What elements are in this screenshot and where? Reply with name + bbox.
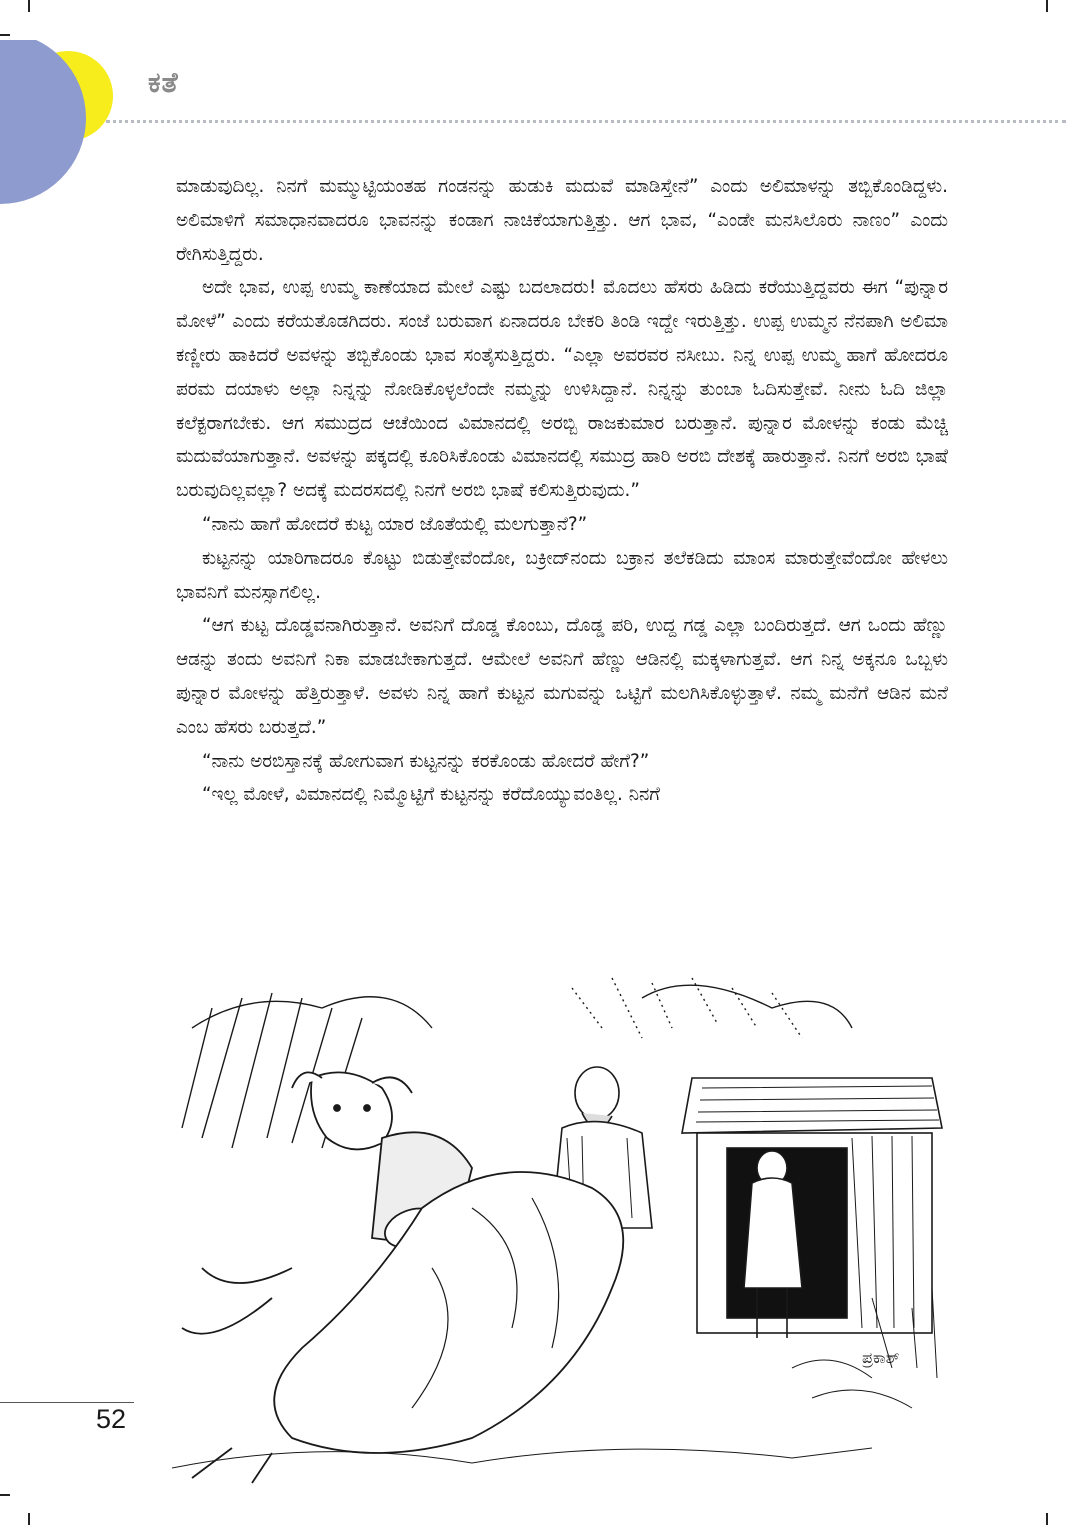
story-paragraph: “ನಾನು ಹಾಗೆ ಹೋದರೆ ಕುಟ್ಟ ಯಾರ ಜೊತೆಯಲ್ಲಿ ಮಲಗುತ್ತಾನೆ?” <box>202 513 588 535</box>
story-paragraph: “ನಾನು ಅರಬಿಸ್ತಾನಕ್ಕೆ ಹೋಗುವಾಗ ಕುಟ್ಟನನ್ನು ಕರಕೊಂಡು ಹೋದರೆ ಹೇಗೆ?” <box>202 750 650 772</box>
crop-mark-bottom-right <box>1046 1513 1048 1525</box>
page-number-rule <box>0 1402 134 1403</box>
story-paragraph: “ಆಗ ಕುಟ್ಟ ದೊಡ್ಡವನಾಗಿರುತ್ತಾನೆ. ಅವನಿಗೆ ದೊಡ್ಡ ಕೊಂಬು, ದೊಡ್ಡ ಪರಿ, ಉದ್ದ ಗಡ್ಡ ಎಲ್ಲಾ ಬಂದಿರುತ್ತದೆ. ಆಗ ಒಂದು ಹೆಣ್ಣು ಆಡನ್ನು ತಂದು ಅವನಿಗೆ ನಿಕಾ ಮಾಡಬೇಕಾಗುತ್ತದೆ. ಆಮೇಲೆ ಅವನಿಗೆ ಹೆಣ್ಣು ಆಡಿನಲ್ಲಿ ಮಕ್ಕಳಾಗುತ್ತವೆ. ಆಗ ನಿನ್ನ ಅಕ್ಕನೂ ಒಬ್ಬಳು ಪುನ್ನಾರ ಮೋಳನ್ನು ಹೆತ್ತಿರುತ್ತಾಳೆ. ಅವಳು ನಿನ್ನ ಹಾಗೆ ಕುಟ್ಟನ ಮಗುವನ್ನು ಒಟ್ಟಿಗೆ ಮಲಗಿಸಿಕೊಳ್ಳುತ್ತಾಳೆ. ನಮ್ಮ ಮನೆಗೆ ಆಡಿನ ಮನೆ ಎಂಬ ಹೆಸರು ಬರುತ್ತದೆ.” <box>176 615 948 738</box>
falling-figure <box>182 1172 623 1483</box>
story-paragraph: ಮಾಡುವುದಿಲ್ಲ. ನಿನಗೆ ಮಮ್ಮುಟ್ಟಿಯಂತಹ ಗಂಡನನ್ನು ಹುಡುಕಿ ಮದುವೆ ಮಾಡಿಸ್ತೇನೆ” ಎಂದು ಅಲಿಮಾಳನ್ನು ತಬ್ಬಿಕೊಂಡಿದ್ದಳು. ಅಲಿಮಾಳಿಗೆ ಸಮಾಧಾನವಾದರೂ ಭಾವನನ್ನು ಕಂಡಾಗ ನಾಚಿಕೆಯಾಗುತ್ತಿತ್ತು. ಆಗ ಭಾವ, “ಎಂಡೇ ಮನಸಿಲೊರು ನಾಣಂ” ಎಂದು ರೇಗಿಸುತ್ತಿದ್ದರು. <box>176 176 948 265</box>
crop-mark-top-right <box>1046 0 1048 12</box>
header-dotted-rule <box>106 120 1066 123</box>
hut <box>682 1078 942 1333</box>
crop-mark-left-lower <box>0 1494 10 1496</box>
story-paragraph: ಅದೇ ಭಾವ, ಉಪ್ಪ ಉಮ್ಮ ಕಾಣೆಯಾದ ಮೇಲೆ ಎಷ್ಟು ಬದಲಾದರು! ಮೊದಲು ಹೆಸರು ಹಿಡಿದು ಕರೆಯುತ್ತಿದ್ದವರು ಈಗ “ಪುನ್ನಾರ ಮೋಳೆ” ಎಂದು ಕರೆಯತೊಡಗಿದರು. ಸಂಜೆ ಬರುವಾಗ ಏನಾದರೂ ಬೇಕರಿ ತಿಂಡಿ ಇದ್ದೇ ಇರುತ್ತಿತ್ತು. ಉಪ್ಪ ಉಮ್ಮನ ನೆನಪಾಗಿ ಅಲಿಮಾ ಕಣ್ಣೀರು ಹಾಕಿದರೆ ಅವಳನ್ನು ತಬ್ಬಿಕೊಂಡು ಭಾವ ಸಂತೈಸುತ್ತಿದ್ದರು. “ಎಲ್ಲಾ ಅವರವರ ನಸೀಬು. ನಿನ್ನ ಉಪ್ಪ ಉಮ್ಮ ಹಾಗೆ ಹೋದರೂ ಪರಮ ದಯಾಳು ಅಲ್ಲಾ ನಿನ್ನನ್ನು ನೋಡಿಕೊಳ್ಳಲೆಂದೇ ನಮ್ಮನ್ನು ಉಳಿಸಿದ್ದಾನೆ. ನಿನ್ನನ್ನು ತುಂಬಾ ಓದಿಸುತ್ತೇವೆ. ನೀನು ಓದಿ ಜಿಲ್ಲಾ ಕಲೆಕ್ಟರಾಗಬೇಕು. ಆಗ ಸಮುದ್ರದ ಆಚೆಯಿಂದ ವಿಮಾನದಲ್ಲಿ ಅರಬ್ಬಿ ರಾಜಕುಮಾರ ಬರುತ್ತಾನೆ. ಪುನ್ನಾರ ಮೋಳನ್ನು ಕಂಡು ಮೆಚ್ಚಿ ಮದುವೆಯಾಗುತ್ತಾನೆ. ಅವಳನ್ನು ಪಕ್ಕದಲ್ಲಿ ಕೂರಿಸಿಕೊಂಡು ವಿಮಾನದಲ್ಲಿ ಸಮುದ್ರ ಹಾರಿ ಅರಬಿ ದೇಶಕ್ಕೆ ಹಾರುತ್ತಾನೆ. ನಿನಗೆ ಅರಬಿ ಭಾಷೆ ಬರುವುದಿಲ್ಲವಲ್ಲಾ? ಅದಕ್ಕೆ ಮದರಸದಲ್ಲಿ ನಿನಗೆ ಅರಬಿ ಭಾಷೆ ಕಲಿಸುತ್ತಿರುವುದು.” <box>176 277 948 502</box>
story-paragraph: “ಇಲ್ಲ ಮೋಳೆ, ವಿಮಾನದಲ್ಲಿ ನಿಮ್ಮೊಟ್ಟಿಗೆ ಕುಟ್ಟನನ್ನು ಕರೆದೊಯ್ಯುವಂತಿಲ್ಲ. ನಿನಗೆ <box>202 784 660 806</box>
story-text <box>176 170 948 812</box>
section-title: ಕತೆ <box>148 66 179 99</box>
story-illustration <box>172 968 952 1488</box>
crop-mark-top-left <box>28 0 30 12</box>
illustrator-signature: ಪ್ರಕಾಶ್ <box>862 1348 900 1367</box>
story-paragraph: ಕುಟ್ಟನನ್ನು ಯಾರಿಗಾದರೂ ಕೊಟ್ಟು ಬಿಡುತ್ತೇವೆಂದೋ, ಬಕ್ರೀದ್‌ನಂದು ಬಕ್ರಾನ ತಲೆಕಡಿದು ಮಾಂಸ ಮಾರುತ್ತೇವೆಂದೋ ಹೇಳಲು ಭಾವನಿಗೆ ಮನಸ್ಸಾಗಲಿಲ್ಲ. <box>176 547 948 603</box>
crop-mark-left-upper <box>0 34 10 36</box>
page-number: 52 <box>96 1404 127 1434</box>
decorative-circles <box>0 40 130 260</box>
crop-mark-bottom-left <box>28 1513 30 1525</box>
